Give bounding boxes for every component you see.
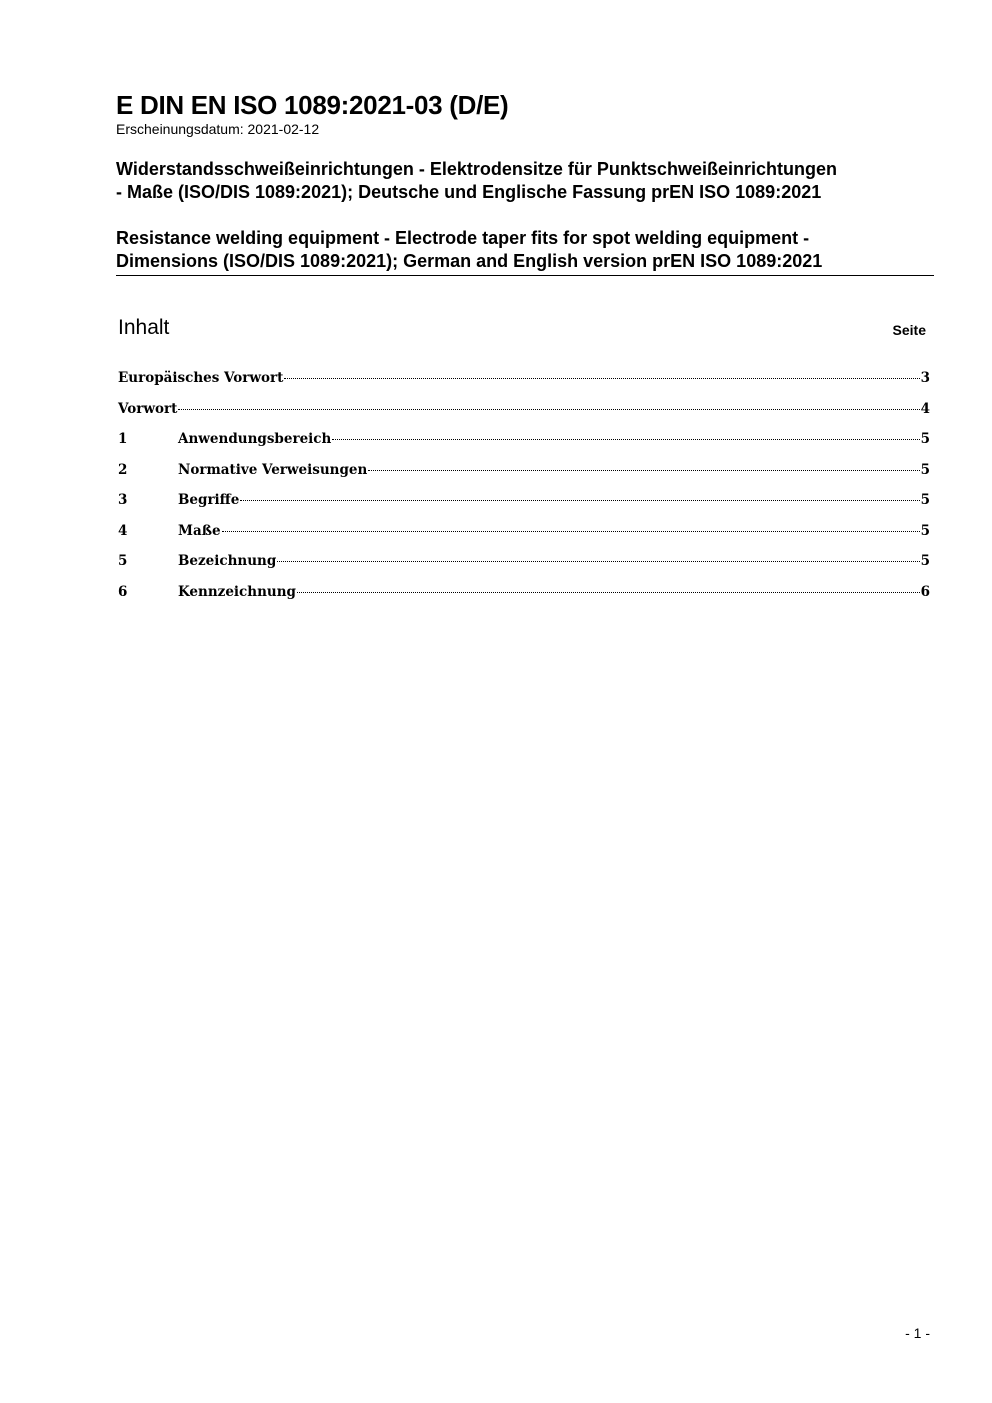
toc-entry-dimensions[interactable]	[118, 523, 930, 554]
toc-leader-dots	[332, 439, 919, 440]
toc-leader-dots	[178, 409, 919, 410]
german-title-line-1: Widerstandsschweißeinrichtungen - Elektrodensitze für Punktschweißeinrichtungen	[116, 159, 837, 179]
toc-entry-title: Maße	[178, 522, 221, 539]
toc-entry-title: Begriffe	[178, 492, 240, 508]
toc-entry-title: Bezeichnung	[178, 553, 277, 569]
toc-page-column-label: Seite	[892, 322, 926, 338]
toc-entry-number: 5	[118, 553, 128, 569]
toc-entry-designation[interactable]	[118, 553, 930, 584]
toc-entry-title: Europäisches Vorwort	[118, 370, 284, 386]
toc-entry-marking[interactable]	[118, 584, 930, 615]
document-header	[116, 90, 934, 273]
toc-entry-page: 5	[920, 431, 930, 447]
toc-entry-page: 3	[920, 370, 930, 386]
toc-leader-dots	[368, 470, 919, 471]
toc-entry-number: 1	[118, 431, 128, 447]
toc-entry-page: 5	[920, 553, 930, 569]
toc-entry-page: 5	[920, 461, 930, 478]
toc-leader-dots	[240, 500, 919, 501]
toc-entry-normative-references[interactable]	[118, 462, 930, 493]
toc-entry-title: Anwendungsbereich	[178, 431, 332, 447]
toc-entry-terms[interactable]	[118, 492, 930, 523]
toc-header	[118, 314, 926, 346]
german-title	[116, 158, 934, 204]
toc-leader-dots	[277, 561, 919, 562]
toc-leader-dots	[222, 531, 920, 532]
toc-entry-number: 6	[118, 583, 128, 600]
toc-heading: Inhalt	[118, 316, 170, 339]
toc-entry-page: 6	[920, 583, 930, 600]
toc-entry-foreword[interactable]	[118, 401, 930, 432]
toc-leader-dots	[284, 378, 919, 379]
toc-entry-number: 4	[118, 522, 128, 539]
german-title-line-2: - Maße (ISO/DIS 1089:2021); Deutsche und Englische Fassung prEN ISO 1089:2021	[116, 182, 822, 202]
toc-entry-european-foreword[interactable]	[118, 370, 930, 401]
toc-entry-number: 2	[118, 461, 128, 478]
toc-entry-title: Kennzeichnung	[178, 583, 296, 600]
publication-date: Erscheinungsdatum: 2021-02-12	[116, 121, 320, 137]
page-number: - 1 -	[905, 1325, 930, 1341]
english-title-line-1: Resistance welding equipment - Electrode taper fits for spot welding equipment -	[116, 228, 810, 248]
english-title-line-2: Dimensions (ISO/DIS 1089:2021); German and English version prEN ISO 1089:2021	[116, 251, 823, 271]
table-of-contents	[118, 370, 930, 614]
toc-entry-number: 3	[118, 492, 128, 508]
toc-entry-title: Vorwort	[118, 400, 178, 417]
toc-entry-title: Normative Verweisungen	[178, 461, 368, 478]
toc-entry-page: 5	[920, 522, 930, 539]
toc-entry-scope[interactable]	[118, 431, 930, 462]
toc-entry-page: 5	[920, 492, 930, 508]
header-divider	[116, 275, 934, 276]
toc-leader-dots	[297, 592, 920, 593]
document-title: E DIN EN ISO 1089:2021-03 (D/E)	[116, 90, 509, 120]
english-title	[116, 227, 934, 273]
toc-entry-page: 4	[920, 400, 930, 417]
